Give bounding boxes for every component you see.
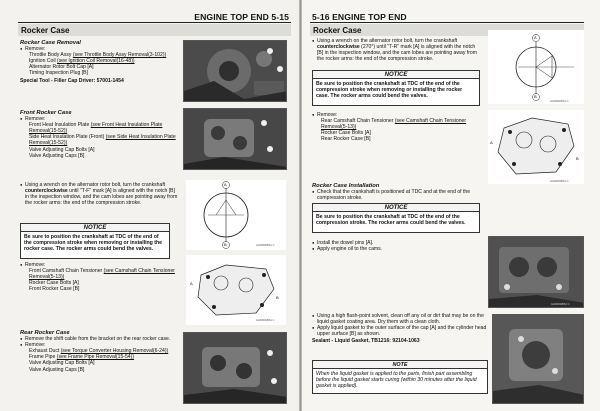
reference-link[interactable]: (see Torque Converter Housing Removal(6-24)) bbox=[60, 348, 169, 355]
callout-a: A bbox=[190, 281, 193, 286]
list-item: Exhaust Duct (see Torque Converter Housing Removal(6-24)) bbox=[29, 348, 169, 355]
list-item: Valve Adjusting Caps [B] bbox=[29, 152, 85, 159]
notice-title: NOTICE bbox=[21, 224, 169, 232]
install-heading: Rocker Case Installation bbox=[312, 183, 380, 189]
notice-title: NOTICE bbox=[313, 204, 479, 212]
right-page bbox=[302, 0, 600, 411]
front-rocker-block bbox=[20, 110, 180, 159]
special-tool: Special Tool - Filler Cap Driver: 57001-1454 bbox=[20, 77, 124, 84]
callout-b: B bbox=[534, 94, 537, 99]
liquid-gasket-photo bbox=[492, 314, 584, 404]
front-heading: Front Rocker Case bbox=[20, 110, 72, 116]
notice-box bbox=[312, 70, 480, 106]
list-item: Frame Pipe (see Frame Pipe Removal(15-54)) bbox=[29, 354, 135, 361]
callout-b: B bbox=[276, 295, 279, 300]
sealant-spec: Sealant - Liquid Gasket, TB1216: 92104-1063 bbox=[312, 338, 420, 345]
list-item: Throttle Body Assy (see Throttle Body Assy Removal(3-102)) bbox=[29, 52, 167, 59]
list-item: Valve Adjusting Cap Bolts [A] bbox=[29, 360, 95, 367]
figure-code: GA09091BS1 C bbox=[256, 319, 275, 322]
rear-case-photo bbox=[183, 332, 287, 404]
instruction-text: ● Apply liquid gasket to the outer surface of the cap [A] and the cylinder head upper surface [B] as shown. bbox=[312, 325, 488, 337]
list-item: Alternator Rotor Bolt Cap [A] bbox=[29, 64, 94, 71]
note-body: When the liquid gasket is applied to the parts, finish part assembling before the liquid gasket starts curing (within 30 minutes after the liquid gasket is applied). bbox=[316, 371, 477, 390]
reference-link[interactable]: (see Camshaft Chain Tensioner Removal(5-13)) bbox=[321, 118, 467, 131]
timing-mark-diagram bbox=[488, 30, 584, 104]
notice-box bbox=[20, 223, 170, 259]
callout-a: A bbox=[490, 140, 493, 145]
list-item: Ignition Coil (see Ignition Coil Removal(16-48)) bbox=[29, 58, 135, 65]
figure-code: GA09090BS1 C bbox=[256, 244, 275, 247]
remove-lead: ● Remove: bbox=[20, 262, 180, 268]
note-box bbox=[312, 360, 488, 394]
callout-a: A bbox=[534, 35, 537, 40]
figure-code: GA09092BS1 C bbox=[550, 100, 569, 103]
remove-lead: ● Remove: bbox=[20, 342, 180, 348]
callout-b: B bbox=[576, 156, 579, 161]
notice-body: Be sure to position the crankshaft at TDC of the end of the compression stroke. The rocker arms could bend the valves. bbox=[316, 214, 466, 227]
front-caps-photo bbox=[183, 108, 287, 170]
notice-body: Be sure to position the crankshaft at TDC of the end of the compression stroke when removing or installing the rocker case. The rocker arms could bend the valves. bbox=[24, 234, 163, 253]
list-item: Front Rocker Case [B] bbox=[29, 286, 80, 293]
sealant-block bbox=[312, 313, 488, 344]
instruction-text: ● Remove the shift cable from the bracket on the rear rocker case. bbox=[20, 336, 180, 342]
remove-tensioner-block bbox=[312, 112, 480, 142]
rear-rocker-block bbox=[20, 330, 180, 373]
section-band: Rocker Case bbox=[310, 24, 584, 36]
list-item: Front Heat Insulation Plate (see Front Heat Insulation Plate Removal(15-52)) bbox=[29, 122, 163, 135]
remove-lead: ● Remove: bbox=[312, 112, 480, 118]
remove-tensioner-block bbox=[20, 262, 180, 292]
note-title: NOTE bbox=[313, 361, 487, 369]
removal-block bbox=[20, 40, 175, 84]
instruction-text: ● Using a wrench on the alternator rotor bolt, turn the crankshaft counterclockwise until "T-F" mark [A] is aligned with the notch [B] in the inspection window, and the cam lobes are pointing away from the rocker arms: the end of the compression stroke. bbox=[20, 182, 180, 206]
reference-link[interactable]: (see Side Heat Insulation Plate Removal(15-52)) bbox=[29, 134, 176, 147]
remove-lead: ● Remove: bbox=[20, 116, 180, 122]
removal-heading: Rocker Case Removal bbox=[20, 40, 81, 46]
instruction-text: ● Apply engine oil to the cams. bbox=[312, 246, 480, 252]
list-item: Valve Adjusting Cap Bolts [A] bbox=[29, 146, 95, 153]
notice-box bbox=[312, 203, 480, 233]
instruction-text: ● Using a wrench on the alternator rotor bolt, turn the crankshaft counterclockwise (270°) until "T-R" mark [A] is aligned with the notch [B] in the inspection window, and the cam lobes are pointing away from the rocker arms: the end of the compression stroke. bbox=[312, 38, 480, 62]
reference-link[interactable]: (see Frame Pipe Removal(15-54)) bbox=[56, 354, 135, 361]
left-page bbox=[0, 0, 299, 411]
notice-title: NOTICE bbox=[313, 71, 479, 79]
rear-rocker-case-diagram bbox=[488, 110, 584, 184]
figure-code: GA09093BS1 C bbox=[550, 180, 569, 183]
figure-code: GA09094BS1 C bbox=[551, 303, 570, 306]
callout-b: B bbox=[224, 242, 227, 247]
instruction-text: ● Install the dowel pins [A]. bbox=[312, 240, 480, 246]
reference-link[interactable]: (see Camshaft Chain Tensioner Removal(5-13)) bbox=[29, 268, 175, 281]
page-header: 5-16 ENGINE TOP END bbox=[312, 12, 407, 22]
list-item: Side Heat Insulation Plate (Front) (see Side Heat Insulation Plate Removal(15-52)) bbox=[29, 134, 176, 147]
wrench-step bbox=[20, 182, 180, 206]
reference-link[interactable]: (see Throttle Body Assy Removal(3-102)) bbox=[72, 52, 167, 59]
wrench-step bbox=[312, 38, 480, 62]
list-item: Timing Inspection Plug [B] bbox=[29, 70, 88, 77]
callout-a: A bbox=[224, 182, 227, 187]
front-rocker-case-diagram bbox=[186, 255, 286, 325]
dowel-pins-photo bbox=[488, 236, 584, 308]
list-item: Rocker Case Bolts [A] bbox=[29, 280, 79, 287]
list-item: Rocker Case Bolts [A] bbox=[321, 130, 371, 137]
install-steps bbox=[312, 240, 480, 252]
timing-mark-diagram bbox=[186, 180, 286, 250]
reference-link[interactable]: (see Ignition Coil Removal(16-48)) bbox=[57, 58, 135, 65]
section-band: Rocker Case bbox=[18, 24, 291, 36]
reference-link[interactable]: (see Front Heat Insulation Plate Removal(15-52)) bbox=[29, 122, 163, 135]
list-item: Rear Camshaft Chain Tensioner (see Camshaft Chain Tensioner Removal(5-13)) bbox=[321, 118, 467, 131]
remove-lead: ● Remove: bbox=[20, 46, 175, 52]
notice-body: Be sure to position the crankshaft at TDC of the end of the compression stroke when removing or installing the rocker case. The rocker arms could bend the valves. bbox=[316, 81, 463, 100]
installation-block bbox=[312, 183, 480, 201]
rear-heading: Rear Rocker Case bbox=[20, 330, 70, 336]
instruction-text: ● Check that the crankshaft is positioned at TDC and at the end of the compression stroke. bbox=[312, 189, 480, 201]
list-item: Rear Rocker Case [B] bbox=[321, 136, 371, 143]
list-item: Front Camshaft Chain Tensioner (see Camshaft Chain Tensioner Removal(5-13)) bbox=[29, 268, 175, 281]
page-header: ENGINE TOP END 5-15 bbox=[194, 12, 289, 22]
instruction-text: ● Using a high flash-point solvent, clean off any oil or dirt that may be on the liquid gasket coating area. Dry them with a clean cloth. bbox=[312, 313, 488, 325]
alternator-cover-photo bbox=[183, 40, 287, 102]
list-item: Valve Adjusting Caps [B] bbox=[29, 366, 85, 373]
